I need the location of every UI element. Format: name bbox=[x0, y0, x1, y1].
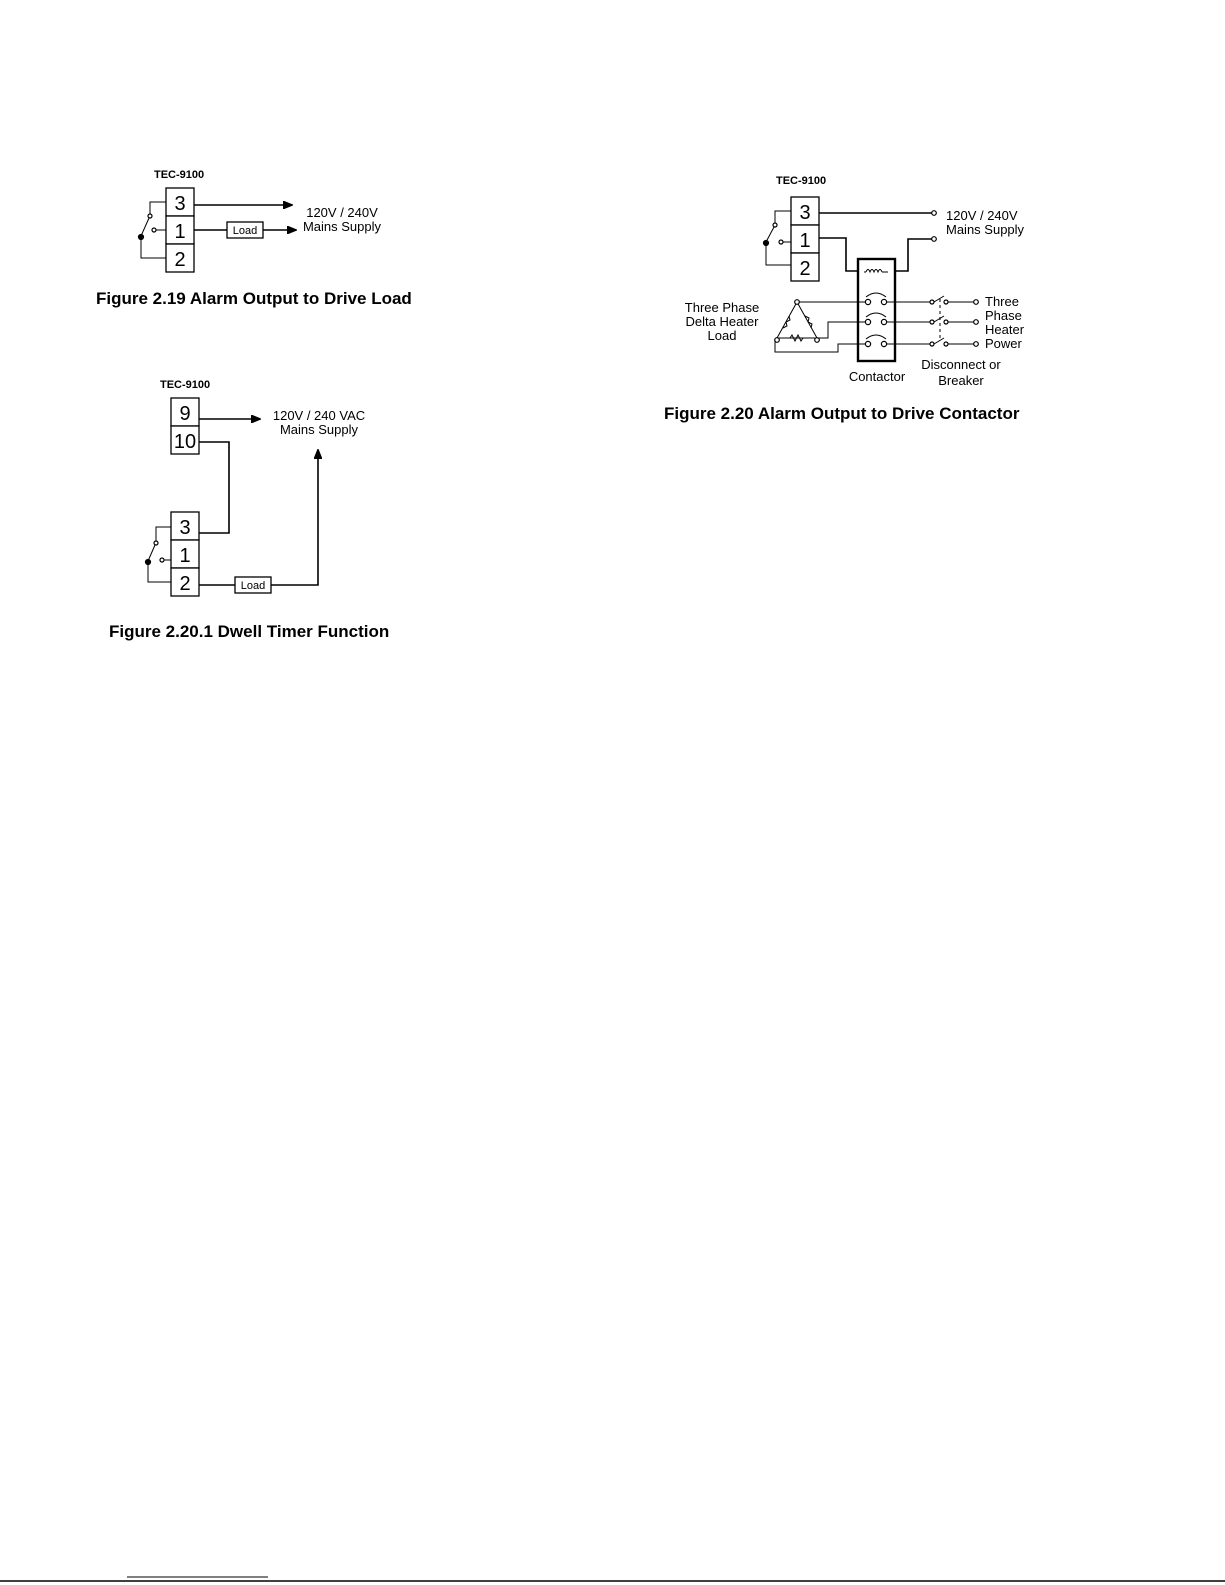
figure-caption: Figure 2.19 Alarm Output to Drive Load bbox=[96, 289, 412, 308]
terminal-number: 3 bbox=[799, 202, 811, 224]
terminal-block-top bbox=[171, 398, 199, 454]
terminal-block bbox=[791, 197, 819, 281]
terminal-block bbox=[166, 188, 194, 272]
power-label: Phase bbox=[985, 308, 1022, 323]
device-label: TEC-9100 bbox=[154, 169, 205, 181]
wire-terminal-1 bbox=[819, 238, 858, 271]
wire-10-to-3 bbox=[199, 442, 229, 533]
device-label: TEC-9100 bbox=[776, 175, 827, 187]
heater-label: Delta Heater bbox=[685, 314, 759, 329]
supply-label: Mains Supply bbox=[279, 422, 359, 437]
delta-heater-icon bbox=[775, 300, 820, 343]
terminal-number: 1 bbox=[179, 545, 191, 567]
load-label: Load bbox=[232, 225, 258, 237]
supply-label: 120V / 240 VAC bbox=[272, 408, 366, 423]
power-label: Three bbox=[985, 294, 1019, 309]
terminal-number: 2 bbox=[799, 258, 811, 280]
relay-switch-icon bbox=[763, 211, 791, 265]
terminal-number: 9 bbox=[179, 403, 191, 425]
contactor-box bbox=[858, 259, 895, 361]
supply-label: 120V / 240V bbox=[946, 208, 1018, 223]
terminal-number: 3 bbox=[174, 193, 186, 215]
supply-terminal bbox=[932, 211, 937, 216]
terminal-number: 2 bbox=[174, 249, 186, 271]
supply-label: Mains Supply bbox=[302, 219, 382, 234]
power-label: Heater bbox=[985, 322, 1025, 337]
figure-2-19 bbox=[96, 169, 412, 308]
disconnect-switch-icon bbox=[886, 296, 978, 346]
contactor bbox=[858, 259, 895, 361]
heater-label: Three Phase bbox=[684, 300, 760, 315]
figure-caption: Figure 2.20.1 Dwell Timer Function bbox=[109, 622, 390, 641]
wire-load-to-supply bbox=[271, 450, 318, 585]
terminal-block bbox=[171, 512, 199, 596]
wire-coil-to-supply bbox=[890, 239, 932, 271]
load-label: Load bbox=[240, 580, 266, 592]
terminal-number: 2 bbox=[179, 573, 191, 595]
contactor-label: Contactor bbox=[848, 369, 906, 384]
supply-label: Mains Supply bbox=[946, 222, 1025, 237]
relay-switch-icon bbox=[145, 527, 171, 582]
terminal-number: 10 bbox=[173, 431, 197, 453]
supply-terminal bbox=[932, 237, 937, 242]
figure-2-20-1 bbox=[109, 379, 389, 641]
device-label: TEC-9100 bbox=[160, 379, 211, 391]
heater-label: Load bbox=[707, 328, 737, 343]
wire-phase-3 bbox=[775, 340, 866, 352]
relay-switch-icon bbox=[138, 202, 166, 258]
supply-label: 120V / 240V bbox=[306, 205, 378, 220]
power-label: Power bbox=[985, 336, 1022, 351]
breaker-label: Disconnect or bbox=[921, 357, 1001, 372]
terminal-number: 1 bbox=[799, 230, 811, 252]
terminal-number: 1 bbox=[174, 221, 186, 243]
breaker-label: Breaker bbox=[938, 373, 984, 388]
figure-2-20 bbox=[664, 175, 1025, 423]
terminal-number: 3 bbox=[179, 517, 191, 539]
figure-caption: Figure 2.20 Alarm Output to Drive Contactor bbox=[664, 404, 1020, 423]
